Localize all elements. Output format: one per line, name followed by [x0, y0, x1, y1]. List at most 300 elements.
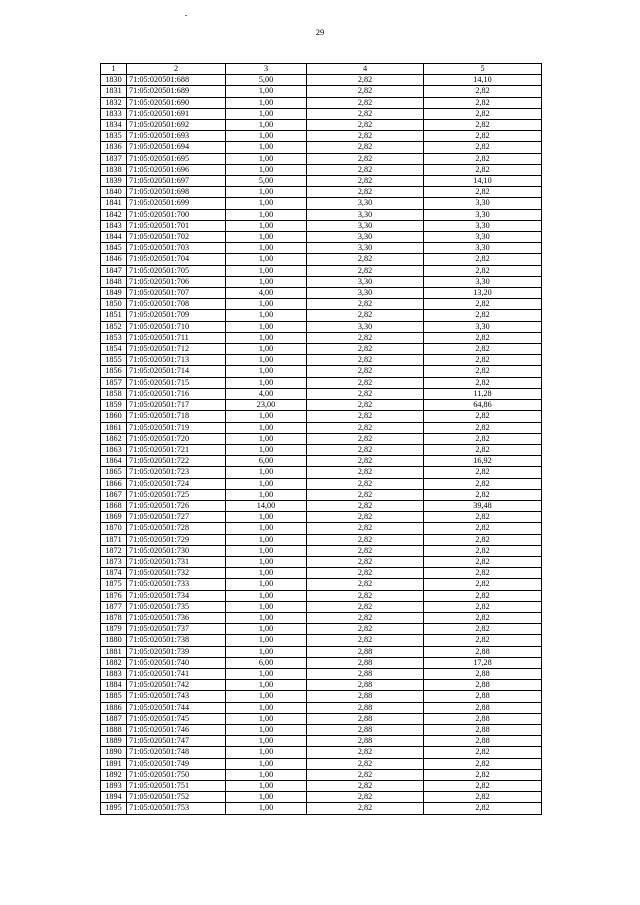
row-number-cell: 1864: [101, 456, 127, 467]
row-number-cell: 1832: [101, 97, 127, 108]
column-header-5: 5: [424, 64, 542, 75]
quantity-cell: 1,00: [226, 220, 307, 231]
table-row: [101, 758, 542, 769]
quantity-cell: 1,00: [226, 702, 307, 713]
row-number-cell: 1845: [101, 243, 127, 254]
cadastral-number-cell: 71:05:020501:743: [127, 691, 226, 702]
cadastral-number-cell: 71:05:020501:732: [127, 568, 226, 579]
cadastral-number-cell: 71:05:020501:744: [127, 702, 226, 713]
table-row: [101, 680, 542, 691]
table-row: [101, 243, 542, 254]
row-number-cell: 1841: [101, 198, 127, 209]
column-header-4: 4: [307, 64, 424, 75]
cadastral-number-cell: 71:05:020501:692: [127, 120, 226, 131]
table-row: [101, 500, 542, 511]
cadastral-number-cell: 71:05:020501:741: [127, 668, 226, 679]
page-number: 29: [315, 27, 325, 37]
cadastral-number-cell: 71:05:020501:749: [127, 758, 226, 769]
cadastral-number-cell: 71:05:020501:715: [127, 377, 226, 388]
rate-cell: 2,88: [307, 680, 424, 691]
table-row: [101, 153, 542, 164]
quantity-cell: 1,00: [226, 724, 307, 735]
quantity-cell: 1,00: [226, 612, 307, 623]
quantity-cell: 1,00: [226, 489, 307, 500]
row-number-cell: 1878: [101, 612, 127, 623]
table-row: [101, 321, 542, 332]
cadastral-number-cell: 71:05:020501:688: [127, 75, 226, 86]
quantity-cell: 1,00: [226, 299, 307, 310]
rate-cell: 2,82: [307, 590, 424, 601]
cadastral-number-cell: 71:05:020501:750: [127, 769, 226, 780]
table-row: [101, 781, 542, 792]
cadastral-number-cell: 71:05:020501:724: [127, 478, 226, 489]
row-number-cell: 1890: [101, 747, 127, 758]
row-number-cell: 1871: [101, 534, 127, 545]
quantity-cell: 1,00: [226, 153, 307, 164]
amount-cell: 2,82: [424, 310, 542, 321]
quantity-cell: 1,00: [226, 411, 307, 422]
row-number-cell: 1859: [101, 400, 127, 411]
cadastral-number-cell: 71:05:020501:702: [127, 232, 226, 243]
cadastral-number-cell: 71:05:020501:751: [127, 781, 226, 792]
table-row: [101, 657, 542, 668]
row-number-cell: 1857: [101, 377, 127, 388]
amount-cell: 2,82: [424, 411, 542, 422]
table-row: [101, 422, 542, 433]
row-number-cell: 1838: [101, 164, 127, 175]
table-row: [101, 433, 542, 444]
quantity-cell: 1,00: [226, 243, 307, 254]
amount-cell: 2,88: [424, 691, 542, 702]
rate-cell: 2,82: [307, 545, 424, 556]
rate-cell: 2,82: [307, 758, 424, 769]
cadastral-number-cell: 71:05:020501:713: [127, 355, 226, 366]
row-number-cell: 1895: [101, 803, 127, 814]
amount-cell: 2,82: [424, 601, 542, 612]
rate-cell: 2,82: [307, 512, 424, 523]
table-row: [101, 478, 542, 489]
amount-cell: 17,28: [424, 657, 542, 668]
quantity-cell: 1,00: [226, 601, 307, 612]
row-number-cell: 1854: [101, 344, 127, 355]
row-number-cell: 1863: [101, 444, 127, 455]
cadastral-number-cell: 71:05:020501:725: [127, 489, 226, 500]
cadastral-number-cell: 71:05:020501:693: [127, 131, 226, 142]
quantity-cell: 1,00: [226, 332, 307, 343]
amount-cell: 2,82: [424, 153, 542, 164]
table-row: [101, 590, 542, 601]
cadastral-number-cell: 71:05:020501:698: [127, 187, 226, 198]
row-number-cell: 1851: [101, 310, 127, 321]
table-row: [101, 388, 542, 399]
quantity-cell: 1,00: [226, 444, 307, 455]
cadastral-number-cell: 71:05:020501:697: [127, 176, 226, 187]
row-number-cell: 1839: [101, 176, 127, 187]
rate-cell: 2,88: [307, 724, 424, 735]
rate-cell: 2,82: [307, 400, 424, 411]
amount-cell: 3,30: [424, 209, 542, 220]
rate-cell: 2,82: [307, 187, 424, 198]
row-number-cell: 1865: [101, 467, 127, 478]
amount-cell: 2,82: [424, 769, 542, 780]
row-number-cell: 1852: [101, 321, 127, 332]
quantity-cell: 1,00: [226, 668, 307, 679]
row-number-cell: 1894: [101, 792, 127, 803]
table-header: [101, 64, 542, 75]
rate-cell: 3,30: [307, 198, 424, 209]
table-row: [101, 108, 542, 119]
header-row: [101, 64, 542, 75]
cadastral-number-cell: 71:05:020501:689: [127, 86, 226, 97]
rate-cell: 2,82: [307, 803, 424, 814]
rate-cell: 3,30: [307, 276, 424, 287]
quantity-cell: 1,00: [226, 467, 307, 478]
amount-cell: 3,30: [424, 276, 542, 287]
table-row: [101, 355, 542, 366]
row-number-cell: 1858: [101, 388, 127, 399]
quantity-cell: 1,00: [226, 590, 307, 601]
quantity-cell: 1,00: [226, 310, 307, 321]
row-number-cell: 1849: [101, 288, 127, 299]
amount-cell: 2,82: [424, 545, 542, 556]
table-row: [101, 366, 542, 377]
amount-cell: 2,82: [424, 523, 542, 534]
table-row: [101, 142, 542, 153]
row-number-cell: 1833: [101, 108, 127, 119]
amount-cell: 2,82: [424, 355, 542, 366]
amount-cell: 14,10: [424, 176, 542, 187]
amount-cell: 2,88: [424, 646, 542, 657]
table-row: [101, 792, 542, 803]
quantity-cell: 1,00: [226, 164, 307, 175]
cadastral-number-cell: 71:05:020501:738: [127, 635, 226, 646]
row-number-cell: 1831: [101, 86, 127, 97]
row-number-cell: 1868: [101, 500, 127, 511]
row-number-cell: 1892: [101, 769, 127, 780]
table-row: [101, 691, 542, 702]
rate-cell: 2,82: [307, 366, 424, 377]
quantity-cell: 1,00: [226, 108, 307, 119]
quantity-cell: 1,00: [226, 97, 307, 108]
quantity-cell: 1,00: [226, 478, 307, 489]
table-row: [101, 299, 542, 310]
rate-cell: 2,82: [307, 422, 424, 433]
table-row: [101, 209, 542, 220]
rate-cell: 2,82: [307, 108, 424, 119]
rate-cell: 2,82: [307, 579, 424, 590]
amount-cell: 2,82: [424, 612, 542, 623]
cadastral-number-cell: 71:05:020501:722: [127, 456, 226, 467]
quantity-cell: 1,00: [226, 680, 307, 691]
row-number-cell: 1846: [101, 254, 127, 265]
quantity-cell: 1,00: [226, 209, 307, 220]
rate-cell: 3,30: [307, 321, 424, 332]
table-row: [101, 444, 542, 455]
amount-cell: 2,82: [424, 579, 542, 590]
amount-cell: 2,88: [424, 713, 542, 724]
quantity-cell: 1,00: [226, 120, 307, 131]
quantity-cell: 1,00: [226, 568, 307, 579]
quantity-cell: 23,00: [226, 400, 307, 411]
table-row: [101, 198, 542, 209]
cadastral-number-cell: 71:05:020501:703: [127, 243, 226, 254]
cadastral-number-cell: 71:05:020501:706: [127, 276, 226, 287]
amount-cell: 2,82: [424, 120, 542, 131]
row-number-cell: 1873: [101, 556, 127, 567]
quantity-cell: 1,00: [226, 254, 307, 265]
row-number-cell: 1874: [101, 568, 127, 579]
table-row: [101, 512, 542, 523]
table-row: [101, 736, 542, 747]
cadastral-number-cell: 71:05:020501:726: [127, 500, 226, 511]
row-number-cell: 1880: [101, 635, 127, 646]
table-row: [101, 400, 542, 411]
quantity-cell: 1,00: [226, 422, 307, 433]
cadastral-number-cell: 71:05:020501:740: [127, 657, 226, 668]
row-number-cell: 1869: [101, 512, 127, 523]
table-row: [101, 232, 542, 243]
rate-cell: 2,82: [307, 433, 424, 444]
rate-cell: 2,82: [307, 456, 424, 467]
amount-cell: 2,82: [424, 781, 542, 792]
rate-cell: 2,88: [307, 691, 424, 702]
table-row: [101, 556, 542, 567]
amount-cell: 11,28: [424, 388, 542, 399]
column-header-1: 1: [101, 64, 127, 75]
quantity-cell: 1,00: [226, 131, 307, 142]
cadastral-number-cell: 71:05:020501:742: [127, 680, 226, 691]
rate-cell: 3,30: [307, 220, 424, 231]
rate-cell: 2,82: [307, 355, 424, 366]
row-number-cell: 1843: [101, 220, 127, 231]
quantity-cell: 1,00: [226, 344, 307, 355]
cadastral-number-cell: 71:05:020501:748: [127, 747, 226, 758]
quantity-cell: 6,00: [226, 456, 307, 467]
quantity-cell: 5,00: [226, 176, 307, 187]
cadastral-number-cell: 71:05:020501:696: [127, 164, 226, 175]
quantity-cell: 1,00: [226, 198, 307, 209]
row-number-cell: 1885: [101, 691, 127, 702]
cadastral-number-cell: 71:05:020501:728: [127, 523, 226, 534]
row-number-cell: 1882: [101, 657, 127, 668]
table-row: [101, 724, 542, 735]
rate-cell: 2,82: [307, 489, 424, 500]
cadastral-number-cell: 71:05:020501:705: [127, 265, 226, 276]
row-number-cell: 1870: [101, 523, 127, 534]
table-row: [101, 534, 542, 545]
data-table: [100, 63, 542, 815]
row-number-cell: 1850: [101, 299, 127, 310]
table-row: [101, 97, 542, 108]
quantity-cell: 1,00: [226, 534, 307, 545]
amount-cell: 3,30: [424, 243, 542, 254]
cadastral-number-cell: 71:05:020501:699: [127, 198, 226, 209]
rate-cell: 2,82: [307, 467, 424, 478]
table-row: [101, 377, 542, 388]
rate-cell: 2,82: [307, 478, 424, 489]
quantity-cell: 1,00: [226, 276, 307, 287]
amount-cell: 2,82: [424, 489, 542, 500]
row-number-cell: 1844: [101, 232, 127, 243]
amount-cell: 2,82: [424, 344, 542, 355]
row-number-cell: 1877: [101, 601, 127, 612]
rate-cell: 2,82: [307, 344, 424, 355]
rate-cell: 2,82: [307, 411, 424, 422]
row-number-cell: 1840: [101, 187, 127, 198]
table-row: [101, 612, 542, 623]
row-number-cell: 1879: [101, 624, 127, 635]
amount-cell: 3,30: [424, 321, 542, 332]
table-row: [101, 344, 542, 355]
cadastral-number-cell: 71:05:020501:711: [127, 332, 226, 343]
rate-cell: 2,88: [307, 702, 424, 713]
row-number-cell: 1872: [101, 545, 127, 556]
amount-cell: 2,82: [424, 433, 542, 444]
amount-cell: 2,82: [424, 747, 542, 758]
row-number-cell: 1860: [101, 411, 127, 422]
amount-cell: 2,88: [424, 736, 542, 747]
cadastral-number-cell: 71:05:020501:707: [127, 288, 226, 299]
row-number-cell: 1855: [101, 355, 127, 366]
cadastral-number-cell: 71:05:020501:729: [127, 534, 226, 545]
table-row: [101, 624, 542, 635]
cadastral-number-cell: 71:05:020501:709: [127, 310, 226, 321]
table-row: [101, 254, 542, 265]
rate-cell: 2,82: [307, 97, 424, 108]
rate-cell: 2,82: [307, 500, 424, 511]
amount-cell: 2,88: [424, 668, 542, 679]
table-row: [101, 276, 542, 287]
cadastral-number-cell: 71:05:020501:733: [127, 579, 226, 590]
table-row: [101, 568, 542, 579]
rate-cell: 2,82: [307, 254, 424, 265]
table-row: [101, 75, 542, 86]
amount-cell: 2,82: [424, 792, 542, 803]
quantity-cell: 1,00: [226, 545, 307, 556]
amount-cell: 2,82: [424, 254, 542, 265]
amount-cell: 2,82: [424, 512, 542, 523]
quantity-cell: 1,00: [226, 769, 307, 780]
cadastral-number-cell: 71:05:020501:712: [127, 344, 226, 355]
amount-cell: 2,88: [424, 702, 542, 713]
row-number-cell: 1830: [101, 75, 127, 86]
scan-speck: [185, 15, 187, 16]
rate-cell: 2,88: [307, 657, 424, 668]
cadastral-number-cell: 71:05:020501:691: [127, 108, 226, 119]
row-number-cell: 1837: [101, 153, 127, 164]
table-row: [101, 523, 542, 534]
row-number-cell: 1847: [101, 265, 127, 276]
quantity-cell: 14,00: [226, 500, 307, 511]
row-number-cell: 1848: [101, 276, 127, 287]
quantity-cell: 1,00: [226, 523, 307, 534]
table-row: [101, 747, 542, 758]
cadastral-number-cell: 71:05:020501:737: [127, 624, 226, 635]
rate-cell: 2,82: [307, 624, 424, 635]
amount-cell: 2,82: [424, 534, 542, 545]
row-number-cell: 1834: [101, 120, 127, 131]
amount-cell: 2,82: [424, 108, 542, 119]
amount-cell: 3,30: [424, 232, 542, 243]
table-row: [101, 601, 542, 612]
row-number-cell: 1866: [101, 478, 127, 489]
quantity-cell: 1,00: [226, 713, 307, 724]
amount-cell: 2,82: [424, 467, 542, 478]
rate-cell: 2,82: [307, 310, 424, 321]
quantity-cell: 1,00: [226, 781, 307, 792]
row-number-cell: 1876: [101, 590, 127, 601]
cadastral-number-cell: 71:05:020501:730: [127, 545, 226, 556]
quantity-cell: 4,00: [226, 288, 307, 299]
cadastral-number-cell: 71:05:020501:716: [127, 388, 226, 399]
rate-cell: 2,82: [307, 332, 424, 343]
table-row: [101, 769, 542, 780]
rate-cell: 2,88: [307, 646, 424, 657]
table-row: [101, 579, 542, 590]
quantity-cell: 1,00: [226, 691, 307, 702]
row-number-cell: 1886: [101, 702, 127, 713]
table-row: [101, 411, 542, 422]
row-number-cell: 1893: [101, 781, 127, 792]
rate-cell: 2,82: [307, 176, 424, 187]
quantity-cell: 1,00: [226, 86, 307, 97]
table-row: [101, 456, 542, 467]
cadastral-number-cell: 71:05:020501:718: [127, 411, 226, 422]
amount-cell: 3,30: [424, 198, 542, 209]
row-number-cell: 1875: [101, 579, 127, 590]
rate-cell: 2,82: [307, 534, 424, 545]
amount-cell: 2,82: [424, 635, 542, 646]
amount-cell: 16,92: [424, 456, 542, 467]
row-number-cell: 1889: [101, 736, 127, 747]
rate-cell: 2,82: [307, 568, 424, 579]
cadastral-number-cell: 71:05:020501:736: [127, 612, 226, 623]
quantity-cell: 1,00: [226, 142, 307, 153]
amount-cell: 2,88: [424, 724, 542, 735]
quantity-cell: 1,00: [226, 624, 307, 635]
table-row: [101, 120, 542, 131]
table-row: [101, 668, 542, 679]
amount-cell: 39,48: [424, 500, 542, 511]
quantity-cell: 1,00: [226, 321, 307, 332]
amount-cell: 3,30: [424, 220, 542, 231]
table-row: [101, 288, 542, 299]
row-number-cell: 1862: [101, 433, 127, 444]
rate-cell: 3,30: [307, 288, 424, 299]
amount-cell: 2,82: [424, 590, 542, 601]
table-row: [101, 265, 542, 276]
rate-cell: 2,82: [307, 120, 424, 131]
cadastral-number-cell: 71:05:020501:717: [127, 400, 226, 411]
cadastral-number-cell: 71:05:020501:710: [127, 321, 226, 332]
rate-cell: 2,82: [307, 142, 424, 153]
amount-cell: 2,82: [424, 478, 542, 489]
amount-cell: 64,86: [424, 400, 542, 411]
table-row: [101, 164, 542, 175]
amount-cell: 2,82: [424, 187, 542, 198]
rate-cell: 2,82: [307, 612, 424, 623]
table-row: [101, 131, 542, 142]
quantity-cell: 1,00: [226, 792, 307, 803]
rate-cell: 2,88: [307, 713, 424, 724]
rate-cell: 2,82: [307, 164, 424, 175]
row-number-cell: 1835: [101, 131, 127, 142]
quantity-cell: 1,00: [226, 803, 307, 814]
amount-cell: 2,82: [424, 131, 542, 142]
row-number-cell: 1842: [101, 209, 127, 220]
cadastral-number-cell: 71:05:020501:720: [127, 433, 226, 444]
rate-cell: 2,88: [307, 668, 424, 679]
